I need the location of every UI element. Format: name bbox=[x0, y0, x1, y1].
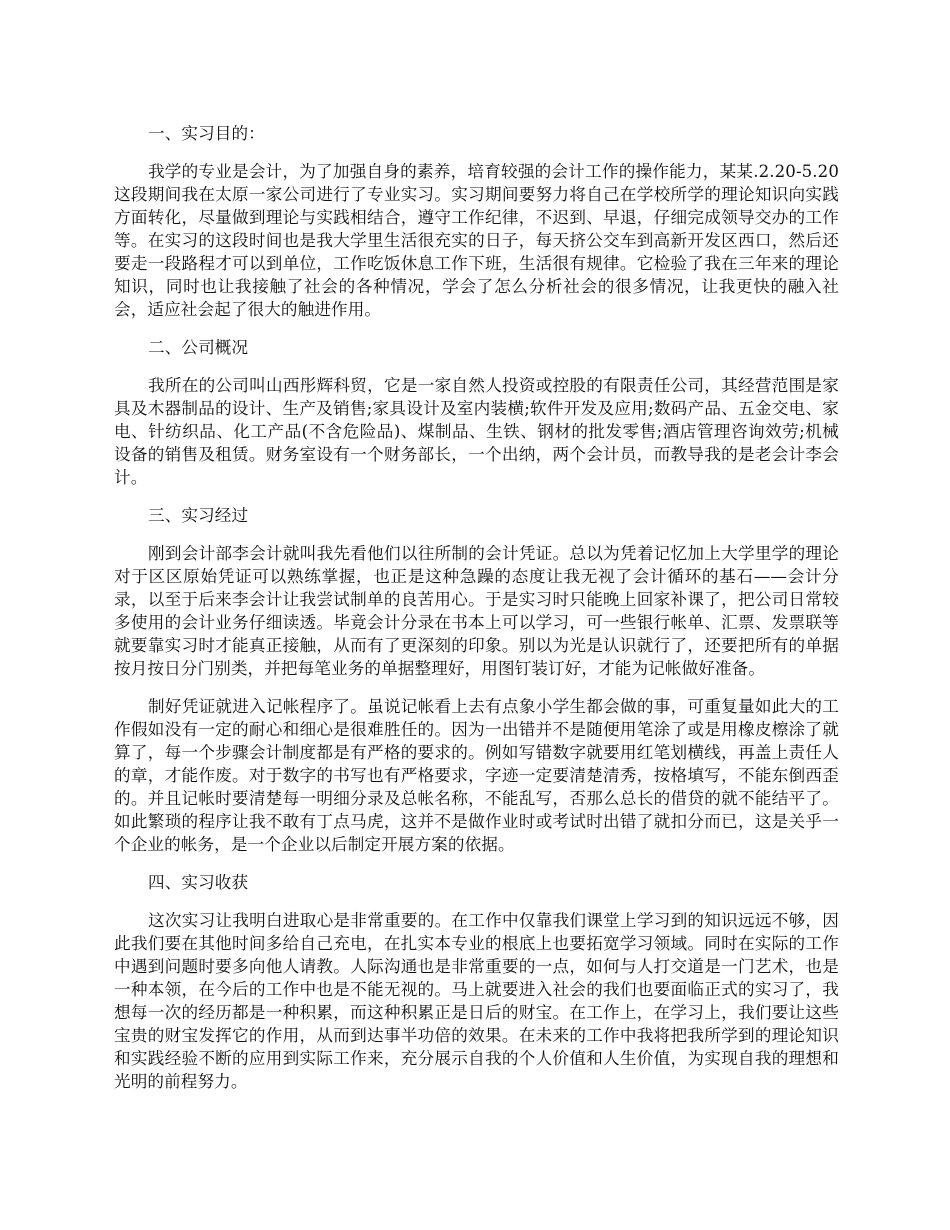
section-heading: 一、实习目的： bbox=[148, 124, 265, 143]
paragraph: 刚到会计部李会计就叫我先看他们以往所制的会计凭证。总以为凭着记忆加上大学里学的理论对于区区原始凭证可以熟练掌握，也正是这种急躁的态度让我无视了会计循环的基石——会计分录，以至于后来李会计让我尝试制单的良苦用心。于是实习时只能晚上回家补课了，把公司日常较多使用的会计业务仔细读透。毕竟会计分录在书本上可以学习，可一些银行帐单、汇票、发票联等就要靠实习时才能真正接触，从而有了更深刻的印象。别以为光是认识就行了，还要把所有的单据按月按日分门别类，并把每笔业务的单据整理好，用图钉装订好，才能为记帐做好准备。 bbox=[114, 544, 839, 678]
section-internship-process bbox=[114, 504, 839, 856]
section-purpose bbox=[114, 122, 839, 321]
section-internship-gains bbox=[114, 871, 839, 1093]
document-page bbox=[114, 122, 839, 1108]
paragraph: 制好凭证就进入记帐程序了。虽说记帐看上去有点象小学生都会做的事，可重复量如此大的工作假如没有一定的耐心和细心是很难胜任的。因为一出错并不是随便用笔涂了或是用橡皮檫涂了就算了，每一个步骤会计制度都是有严格的要求的。例如写错数字就要用红笔划横线，再盖上责任人的章，才能作废。对于数字的书写也有严格要求，字迹一定要清楚清秀，按格填写，不能东倒西歪的。并且记帐时要清楚每一明细分录及总帐名称，不能乱写，否那么总长的借贷的就不能结平了。如此繁琐的程序让我不敢有丁点马虎，这并不是做作业时或考试时出错了就扣分而已，这是关乎一个企业的帐务，是一个企业以后制定开展方案的依据。 bbox=[114, 697, 839, 854]
paragraph: 我所在的公司叫山西彤辉科贸，它是一家自然人投资或控股的有限责任公司，其经营范围是家具及木器制品的设计、生产及销售;家具设计及室内装横;软件开发及应用;数码产品、五金交电、家电、针纺织品、化工产品(不含危险品)、煤制品、生铁、钢材的批发零售;酒店管理咨询效劳;机械设备的销售及租赁。财务室设有一个财务部长，一个出纳，两个会计员，而教导我的是老会计李会计。 bbox=[114, 376, 839, 487]
paragraph: 这次实习让我明白进取心是非常重要的。在工作中仅靠我们课堂上学习到的知识远远不够，因此我们要在其他时间多给自己充电，在扎实本专业的根底上也要拓宽学习领域。同时在实际的工作中遇到问题时要多向他人请教。人际沟通也是非常重要的一点，如何与人打交道是一门艺术，也是一种本领，在今后的工作中也是不能无视的。马上就要进入社会的我们也要面临正式的实习了，我想每一次的经历都是一种积累，而这种积累正是日后的财宝。在工作上，在学习上，我们要让这些宝贵的财宝发挥它的作用，从而到达事半功倍的效果。在未来的工作中我将把我所学到的理论知识和实践经验不断的应用到实际工作来，充分展示自我的个人价值和人生价值，为实现自我的理想和光明的前程努力。 bbox=[114, 911, 839, 1091]
section-heading: 三、实习经过 bbox=[148, 506, 249, 525]
paragraph: 我学的专业是会计，为了加强自身的素养，培育较强的会计工作的操作能力，某某.2.20-5.20这段期间我在太原一家公司进行了专业实习。实习期间要努力将自己在学校所学的理论知识向实践方面转化，尽量做到理论与实践相结合，遵守工作纪律，不迟到、早退，仔细完成领导交办的工作等。在实习的这段时间也是我大学里生活很充实的日子，每天挤公交车到高新开发区西口，然后还要走一段路程才可以到单位，工作吃饭休息工作下班，生活很有规律。它检验了我在三年来的理论知识，同时也让我接触了社会的各种情况，学会了怎么分析社会的很多情况，让我更快的融入社会，适应社会起了很大的触进作用。 bbox=[114, 162, 839, 319]
section-company-overview bbox=[114, 336, 839, 489]
section-heading: 四、实习收获 bbox=[148, 873, 249, 892]
section-heading: 二、公司概况 bbox=[148, 338, 249, 357]
